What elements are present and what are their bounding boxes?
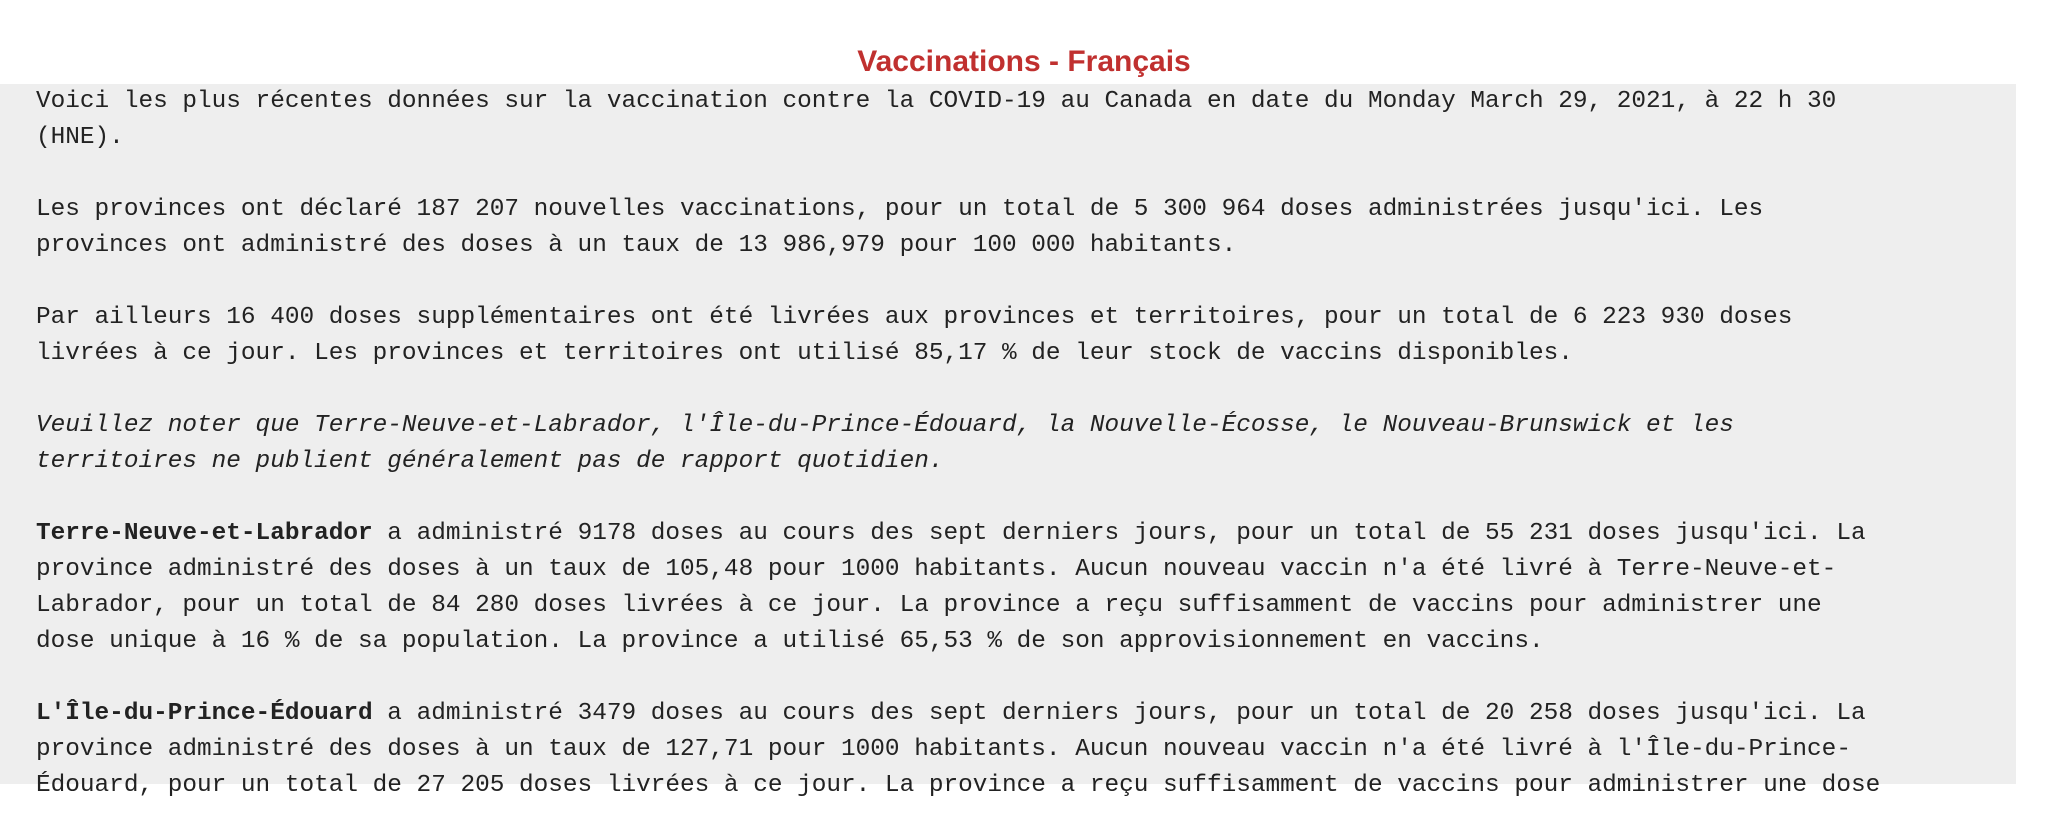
province-line-1 (36, 516, 2011, 552)
province-line-4: dose unique à 16 % de sa population. La province a utilisé 65,53 % de son approvisionnement en vaccins. (36, 628, 1544, 655)
reporting-note-line-1: Veuillez noter que Terre-Neuve-et-Labrador, l'Île-du-Prince-Édouard, la Nouvelle-Écosse, le Nouveau-Brunswick et les (36, 412, 1734, 439)
province-name: L'Île-du-Prince-Édouard (36, 700, 373, 727)
reporting-note-line-2: territoires ne publient généralement pas de rapport quotidien. (36, 448, 944, 475)
page-title: Vaccinations - Français (857, 45, 1191, 78)
intro-paragraph (36, 84, 2011, 156)
province-paragraph-newfoundland (36, 516, 2011, 660)
province-line-2: province administré des doses à un taux de 127,71 pour 1000 habitants. Aucun nouveau vaccin n'a été livré à l'Île-du-Prince- (36, 736, 1851, 763)
province-paragraph-pei (36, 696, 2011, 804)
intro-line-1: Voici les plus récentes données sur la vaccination contre la COVID-19 au Canada en date du Monday March 29, 2021, à 22 h 30 (36, 88, 1837, 115)
province-name: Terre-Neuve-et-Labrador (36, 520, 373, 547)
deliveries-summary-paragraph (36, 300, 2011, 372)
province-line-1-text: a administré 3479 doses au cours des sept derniers jours, pour un total de 20 258 doses jusqu'ici. La (372, 700, 1866, 727)
report-panel (0, 84, 2016, 799)
deliveries-summary-line-2: livrées à ce jour. Les provinces et territoires ont utilisé 85,17 % de leur stock de vaccins disponibles. (36, 340, 1573, 367)
province-line-1-text: a administré 9178 doses au cours des sept derniers jours, pour un total de 55 231 doses jusqu'ici. La (372, 520, 1866, 547)
province-line-2: province administré des doses à un taux de 105,48 pour 1000 habitants. Aucun nouveau vaccin n'a été livré à Terre-Neuve-et- (36, 556, 1837, 583)
intro-line-2: (HNE). (36, 124, 124, 151)
province-line-3: Labrador, pour un total de 84 280 doses livrées à ce jour. La province a reçu suffisamment de vaccins pour administrer une (36, 592, 1822, 619)
provinces-summary-line-2: provinces ont administré des doses à un taux de 13 986,979 pour 100 000 habitants. (36, 232, 1237, 259)
provinces-summary-paragraph (36, 192, 2011, 264)
province-line-1 (36, 696, 2011, 732)
report-text (36, 84, 2011, 840)
province-line-3: Édouard, pour un total de 27 205 doses livrées à ce jour. La province a reçu suffisamment de vaccins pour administrer une dose (36, 772, 1881, 799)
deliveries-summary-line-1: Par ailleurs 16 400 doses supplémentaires ont été livrées aux provinces et territoires, pour un total de 6 223 930 doses (36, 304, 1793, 331)
provinces-summary-line-1: Les provinces ont déclaré 187 207 nouvelles vaccinations, pour un total de 5 300 964 doses administrées jusqu'ici. Les (36, 196, 1764, 223)
reporting-note-paragraph (36, 408, 2011, 480)
